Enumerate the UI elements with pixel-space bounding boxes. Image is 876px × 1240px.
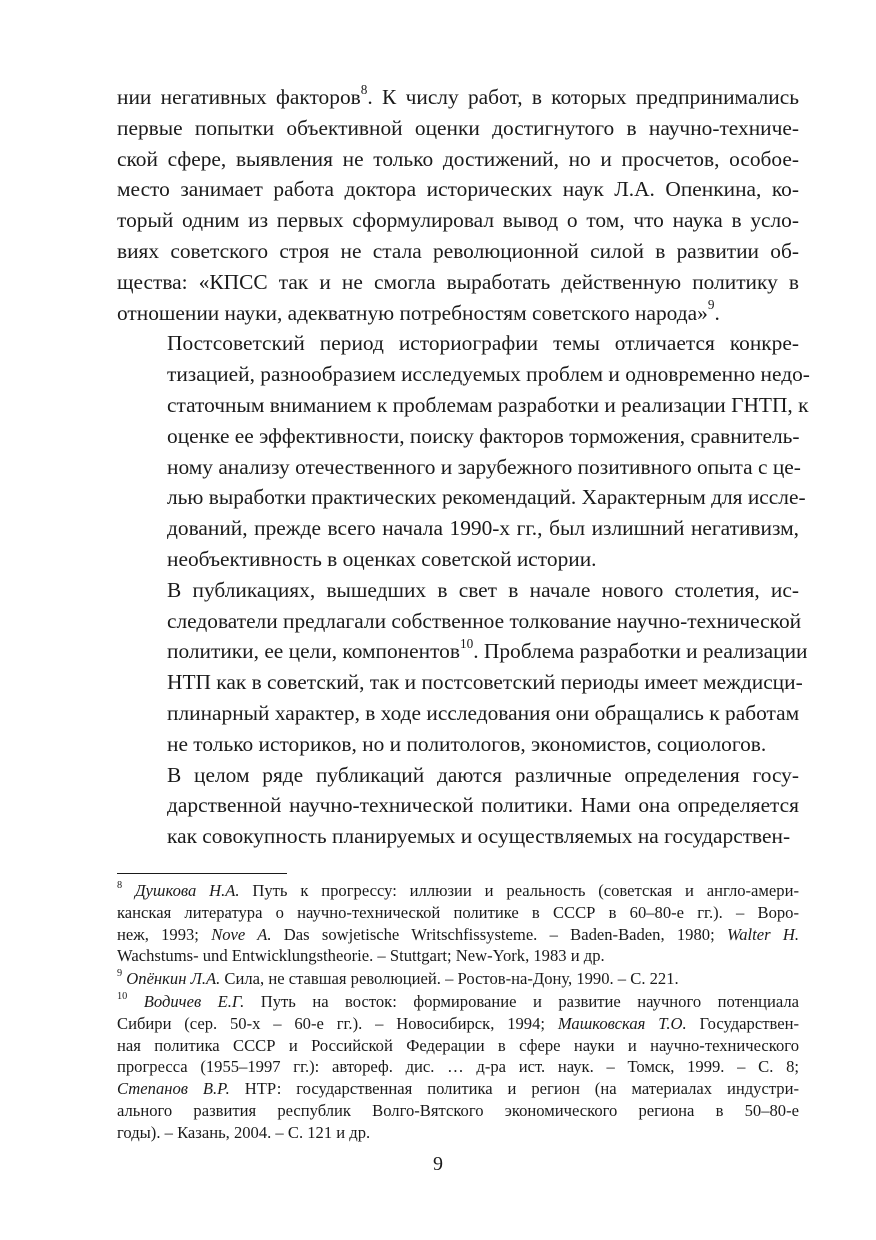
- text-line: [117, 82, 799, 113]
- text-run: ному анализу отечественного и зарубежного позитивного опыта с це: [167, 454, 794, 479]
- text-run: плинарный характер, в ходе исследования они обращались к работам: [167, 700, 800, 725]
- text-run: Сила, не ставшая революцией. – Ростов-на-Дону, 1990. – С. 221.: [220, 969, 679, 989]
- author-name: Машковская Т.О.: [557, 1013, 687, 1033]
- text-run: . К числу работ, в которых предпринимались: [367, 85, 799, 109]
- footnote-line: [117, 991, 799, 1013]
- text-run: щества: «КПСС так и не смогла выработать действенную политику в: [117, 269, 799, 294]
- footnote-line: $^8$ Душкова Н.А. Путь к прогрессу: иллюзии и реальность (советская и англо-амери-: [117, 879, 799, 900]
- footnote-ref[interactable]: 8: [360, 81, 368, 97]
- text-run: Сибири (сер. 50-х – 60-е гг.). – Новосибирск, 1994;: [117, 1013, 558, 1033]
- text-run: канская литература о научно-технической политике в СССР в 60–80-е гг.). – Воро: [117, 902, 794, 922]
- footnote: [117, 991, 799, 1144]
- footnote-line: [117, 1100, 799, 1122]
- text-run: не только историков, но и политологов, экономистов, социологов.: [167, 731, 767, 756]
- text-run: торый одним из первых сформулировал вывод о том, что наука в усло: [117, 208, 792, 233]
- text-run: лью выработки практических рекомендаций. Характерным для иссле: [167, 485, 799, 510]
- text-line: оценке ее эффективности, поиску факторов торможения, сравнитель-: [167, 423, 800, 448]
- text-line: [117, 636, 808, 667]
- text-line: Постсоветский период историографии темы отличается конкре-: [167, 331, 799, 356]
- text-run: Wachstums- und Entwicklungstheorie. – Stuttgart; New-York, 1983 и др.: [117, 946, 605, 966]
- footnote-line: [117, 968, 799, 990]
- text-run: дарственной научно-технической политики. Нами она определяется: [167, 793, 799, 818]
- text-run: Государствен: [686, 1013, 794, 1033]
- footnote-line: канская литература о научно-технической политике в СССР в 60–80-е гг.). – Воро-: [117, 902, 799, 922]
- author-name: Водичев Е.Г.: [127, 991, 245, 1011]
- text-line: как совокупность планируемых и осуществляемых на государствен-: [167, 824, 791, 849]
- text-line: тизацией, разнообразием исследуемых проблем и одновременно недо-: [167, 362, 810, 387]
- text-run: В публикациях, вышедших в свет в начале нового столетия, ис: [167, 577, 792, 602]
- text-run: отношении науки, адекватную потребностям советского народа»: [117, 300, 708, 325]
- text-run: В целом ряде публикаций даются различные определения госу: [167, 762, 792, 787]
- text-line: лью выработки практических рекомендаций. Характерным для иссле-: [167, 485, 806, 510]
- text-run: годы). – Казань, 2004. – С. 121 и др.: [117, 1122, 371, 1142]
- text-run: виях советского строя не стала революционной силой в развитии об: [117, 238, 792, 263]
- paragraph: [117, 328, 810, 574]
- text-run: статочным вниманием к проблемам разработки и реализации ГНТП, к: [167, 392, 809, 417]
- text-run: тизацией, разнообразием исследуемых проблем и одновременно недо: [167, 362, 803, 387]
- footnote-ref[interactable]: 9: [707, 297, 715, 313]
- text-run: Das sowjetische Writschfissysteme. – Baden-Baden, 1980;: [271, 924, 727, 944]
- text-run: НТП как в советский, так и постсоветский периоды имеет междисци: [167, 670, 796, 695]
- footnote-line: Степанов В.Р. НТР: государственная политика и регион (на материалах индустри-: [117, 1079, 799, 1099]
- text-line: [117, 698, 799, 729]
- text-run: неж, 1993;: [117, 924, 212, 944]
- text-run: оценке ее эффективности, поиску факторов торможения, сравнитель: [167, 423, 793, 448]
- author-name: Walter H.: [726, 924, 799, 944]
- text-line: место занимает работа доктора исторических наук Л.А. Опенкина, ко-: [117, 177, 799, 202]
- text-run: ального развития республик Волго-Вятского экономического региона в 50–80-е: [117, 1100, 799, 1120]
- text-run: следователи предлагали собственное толкование научно-технической: [167, 608, 802, 633]
- text-line: [117, 606, 802, 637]
- text-run: Постсоветский период историографии темы отличается конкре: [167, 331, 792, 356]
- text-line: первые попытки объективной оценки достигнутого в научно-техниче-: [117, 115, 799, 140]
- text-line: [117, 729, 799, 760]
- text-line: [117, 513, 799, 544]
- text-line: НТП как в советский, так и постсоветский периоды имеет междисци-: [167, 670, 803, 695]
- footnote-line: Сибири (сер. 50-х – 60-е гг.). – Новосибирск, 1994; Машковская Т.О. Государствен-: [117, 1013, 799, 1033]
- text-line: В публикациях, вышедших в свет в начале нового столетия, ис-: [167, 577, 799, 602]
- footnote-number: 8: [117, 879, 123, 891]
- text-run: место занимает работа доктора исторических наук Л.А. Опенкина, ко: [117, 177, 792, 202]
- footnote: [117, 968, 799, 990]
- author-name: Душкова Н.А.: [122, 881, 240, 900]
- text-line: [117, 390, 809, 421]
- footnote-number: 9: [117, 968, 123, 980]
- footnote-line: [117, 945, 799, 967]
- author-name: Опёнкин Л.А.: [122, 969, 221, 989]
- text-line: ному анализу отечественного и зарубежного позитивного опыта с це-: [167, 454, 801, 479]
- footnote-line: [117, 924, 799, 946]
- paragraph: [117, 575, 808, 760]
- footnote-line: [117, 1122, 799, 1144]
- footnote-number: 10: [117, 990, 128, 1002]
- text-run: .: [714, 300, 720, 325]
- text-run: необъективность в оценках советской истории.: [167, 546, 597, 571]
- text-run: ской сфере, выявления не только достижений, но и просчетов, особое: [117, 146, 792, 171]
- text-run: НТР: государственная политика и регион (на материалах индустри: [229, 1079, 794, 1099]
- text-line: [117, 267, 799, 298]
- text-line: [117, 544, 799, 575]
- page-number: 9: [433, 1153, 443, 1175]
- text-run: первые попытки объективной оценки достигнутого в научно-техниче: [117, 115, 792, 140]
- footnote-separator: [117, 873, 287, 874]
- text-line: ской сфере, выявления не только достижений, но и просчетов, особое-: [117, 146, 799, 171]
- text-run: прогресса (1955–1997 гг.): автореф. дис. … д-ра ист. наук. – Томск, 1999. – С. 8;: [117, 1057, 799, 1077]
- text-run: ная политика СССР и Российской Федерации в сфере науки и научно-технического: [117, 1035, 799, 1055]
- text-line: виях советского строя не стала революционной силой в развитии об-: [117, 238, 799, 263]
- text-run: как совокупность планируемых и осуществляемых на государствен: [167, 824, 783, 849]
- footnotes: [117, 880, 799, 1145]
- text-run: дований, прежде всего начала 1990-х гг., был излишний негативизм,: [167, 516, 799, 541]
- text-line: В целом ряде публикаций даются различные определения госу-: [167, 762, 799, 787]
- author-name: Степанов В.Р.: [117, 1079, 230, 1099]
- footnote-line: [117, 1056, 799, 1078]
- text-run: Путь к прогрессу: иллюзии и реальность (советская и англо-амери: [239, 881, 794, 900]
- text-line: торый одним из первых сформулировал вывод о том, что наука в усло-: [117, 208, 799, 233]
- paragraph: [117, 82, 799, 328]
- footnote: [117, 880, 799, 967]
- paragraph: [117, 760, 799, 852]
- text-run: нии негативных факторов: [117, 85, 361, 109]
- main-text: [117, 81, 810, 852]
- footnote-ref[interactable]: 10: [459, 636, 474, 652]
- text-line: [117, 298, 799, 329]
- text-run: Путь на восток: формирование и развитие научного потенциала: [244, 991, 800, 1011]
- author-name: Nove A.: [211, 924, 272, 944]
- footnote-line: [117, 1035, 799, 1057]
- text-run: . Проблема разработки и реализации: [473, 639, 808, 664]
- text-run: политики, ее цели, компонентов: [167, 639, 460, 664]
- text-line: [117, 790, 799, 821]
